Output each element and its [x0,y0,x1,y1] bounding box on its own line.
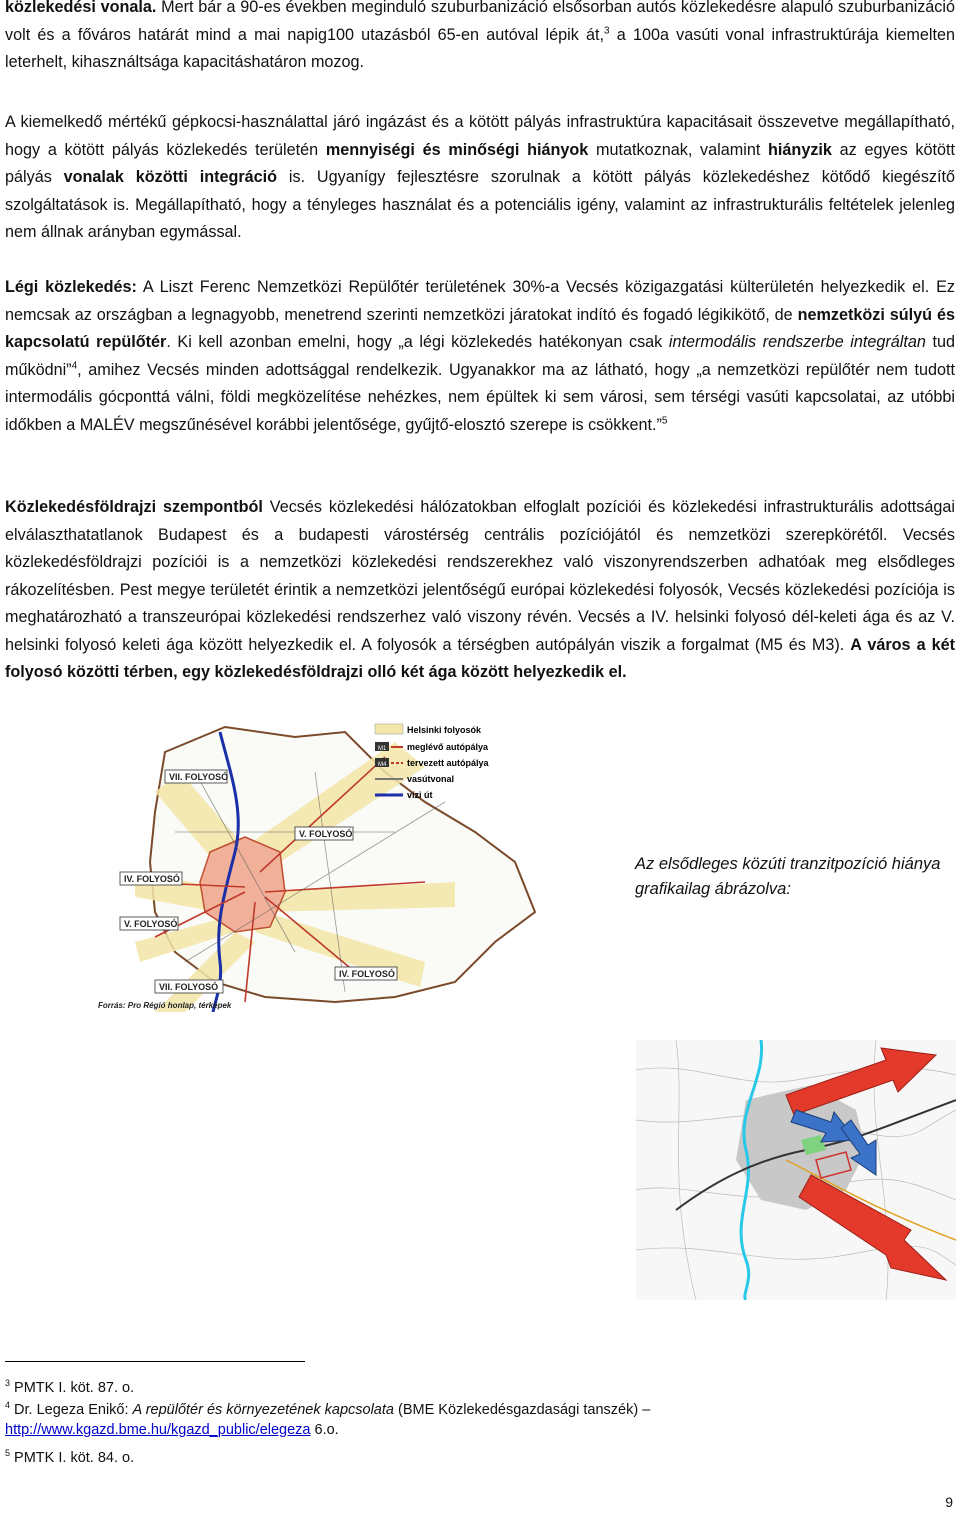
paragraph-air-transport [5,274,955,439]
corridor-label: IV. FOLYOSÓ [124,874,180,884]
transit-position-map [636,1040,956,1300]
figure-caption: Az elsődleges közúti tranzitpozíció hiánya grafikailag ábrázolva: [635,855,941,898]
text-run: a 100a vasúti vonal infrastruktúrája kiemelten leterhelt, kihasználtsága kapacitáshatáron mozog. [5,25,955,71]
footnote-5 [5,1448,134,1468]
bold-text: vonalak közötti integráció [63,168,278,186]
bold-text: Légi közlekedés: [5,278,137,296]
footnote-number: 4 [5,1400,11,1411]
footnote-ref-3[interactable]: 3 [604,25,610,37]
corridor-label: V. FOLYOSÓ [124,919,178,929]
text-run: A kiemelkedő mértékű gépkocsi-használattal járó ingázást és a kötött pályás infrastruktúra kapacitásait összevetve megállapítható, hogy a kötött pályás közlekedés területén [5,113,955,159]
footnote-number: 5 [5,1448,11,1459]
text-run: Vecsés közlekedési hálózatokban elfoglalt pozíciói és közlekedési infrastrukturális adottságai elválaszthatatlanok Budapest és a budapesti várostérség centrális pozíciójától és nemzetközi szerepkörétől. Vecsés közlekedésföldrajzi pozíciói is a nemzetközi közlekedési rendszerekhez való viszonyrendszerben adhatóak meg elsődleges rákozelítésben. Pest megye területét érintik a nemzetközi jelentőségű európai közlekedési folyosók, Vecsés közlekedési pozíciója is meghatározható a transzeurópai közlekedési rendszerhez való viszony révén. Vecsés a IV. helsinki folyosó dél-keleti ága és az V. helsinki folyosó keleti ága között helyezkedik el. A folyosók a térségben autópályán viszik a forgalmat (M5 és M3). [5,498,956,654]
legend-label: vízi út [407,790,433,800]
footnote-number: 3 [5,1378,11,1389]
footnote-text: 6.o. [310,1422,339,1438]
bold-text: nemzetközi súlyú és kapcsolatú repülőtér [5,305,955,351]
corridor-label: IV. FOLYOSÓ [339,969,395,979]
page-number: 9 [945,1494,953,1510]
bold-text: mennyiségi és minőségi hiányok [325,140,589,159]
footnote-divider [5,1361,305,1362]
footnote-text: Dr. Legeza Enikő: [14,1402,133,1418]
text-run: . Ki kell azonban emelni, hogy „a légi közlekedés hatékonyan csak [166,333,669,351]
bold-text: Közlekedésföldrajzi szempontból [5,498,263,516]
text-run: Mert bár a 90-es években meginduló szuburbanizáció elsősorban autós közlekedésre alapuló szuburbanizáció volt és a főváros határát mind a mai napig100 utazásból 65-en autóval lépik át, [5,0,955,44]
map-source: Forrás: Pro Régió honlap, térképek [98,1001,232,1010]
text-run: A Liszt Ferenc Nemzetközi Repülőtér területének 30%-a Vecsés közigazgatási külterületén helyezkedik el. Ez nemcsak az országban a legnagyobb, menetrend szerinti nemzetközi járatokat indító és fogadó légikikötő, de [5,278,955,324]
legend-code: M4 [378,762,387,768]
corridor-label: VII. FOLYOSÓ [159,982,219,992]
footnote-text: PMTK I. köt. 84. o. [14,1450,135,1466]
italic-text: intermodális rendszerbe integráltan [668,333,926,351]
bold-text: közlekedési vonala. [5,0,157,16]
legend-label: Helsinki folyosók [407,725,482,735]
footnote-3 [5,1378,134,1398]
text-run: , amihez Vecsés minden adottsággal rendelkezik. Ugyanakkor ma az látható, hogy „a nemzetközi repülőtér nem tudott intermodális gócponttá válni, földi megközelítése nehézkes, nem épültek ki sem városi, sem térségi vasúti kapcsolatai, az utóbbi időkben a MALÉV megszűnésével korábbi jelentősége, gyűjtő-elosztó szerepe is csökkent.” [5,360,955,434]
paragraph-commuting [5,109,955,247]
legend-label: tervezett autópálya [407,758,489,768]
helsinki-corridor-map [95,712,615,1012]
bold-text: hiányzik [768,140,832,159]
corridor-label: VII. FOLYOSÓ [169,772,229,782]
corridor-label: V. FOLYOSÓ [299,829,353,839]
text-run: is. Ugyanígy fejlesztésre szorulnak a kötött pályás közlekedéshez kötődő kiegészítő szolgáltatások is. Megállapítható, hogy a tényleges használat és a potenciális igény, valamint az infrastrukturális feltételek jelenleg nem állnak arányban egymással. [5,168,955,241]
text-run: mutatkoznak, valamint [588,140,769,159]
legend-code: M1 [378,746,387,752]
footnote-text: PMTK I. köt. 87. o. [14,1380,135,1396]
footnote-text: (BME Közlekedésgazdasági tanszék) – [393,1402,651,1418]
italic-text: A repülőtér és környezetének kapcsolata [132,1402,394,1418]
legend-label: vasútvonal [407,774,455,784]
footnote-ref-4[interactable]: 4 [71,360,78,372]
bold-text: A város a két folyosó közötti térben, egy közlekedésföldrajzi olló két ága között helyezkedik el. [5,635,955,681]
text-run: tud működni” [5,333,955,379]
paragraph-rail [5,0,955,77]
legend-label: meglévő autópálya [407,742,489,752]
footnote-ref-5[interactable]: 5 [661,415,668,427]
footnote-4 [5,1400,650,1440]
paragraph-geography [5,494,955,687]
footnote-link[interactable]: http://www.kgazd.bme.hu/kgazd_public/elegeza [5,1422,311,1438]
text-run: az egyes kötött pályás [5,140,955,186]
